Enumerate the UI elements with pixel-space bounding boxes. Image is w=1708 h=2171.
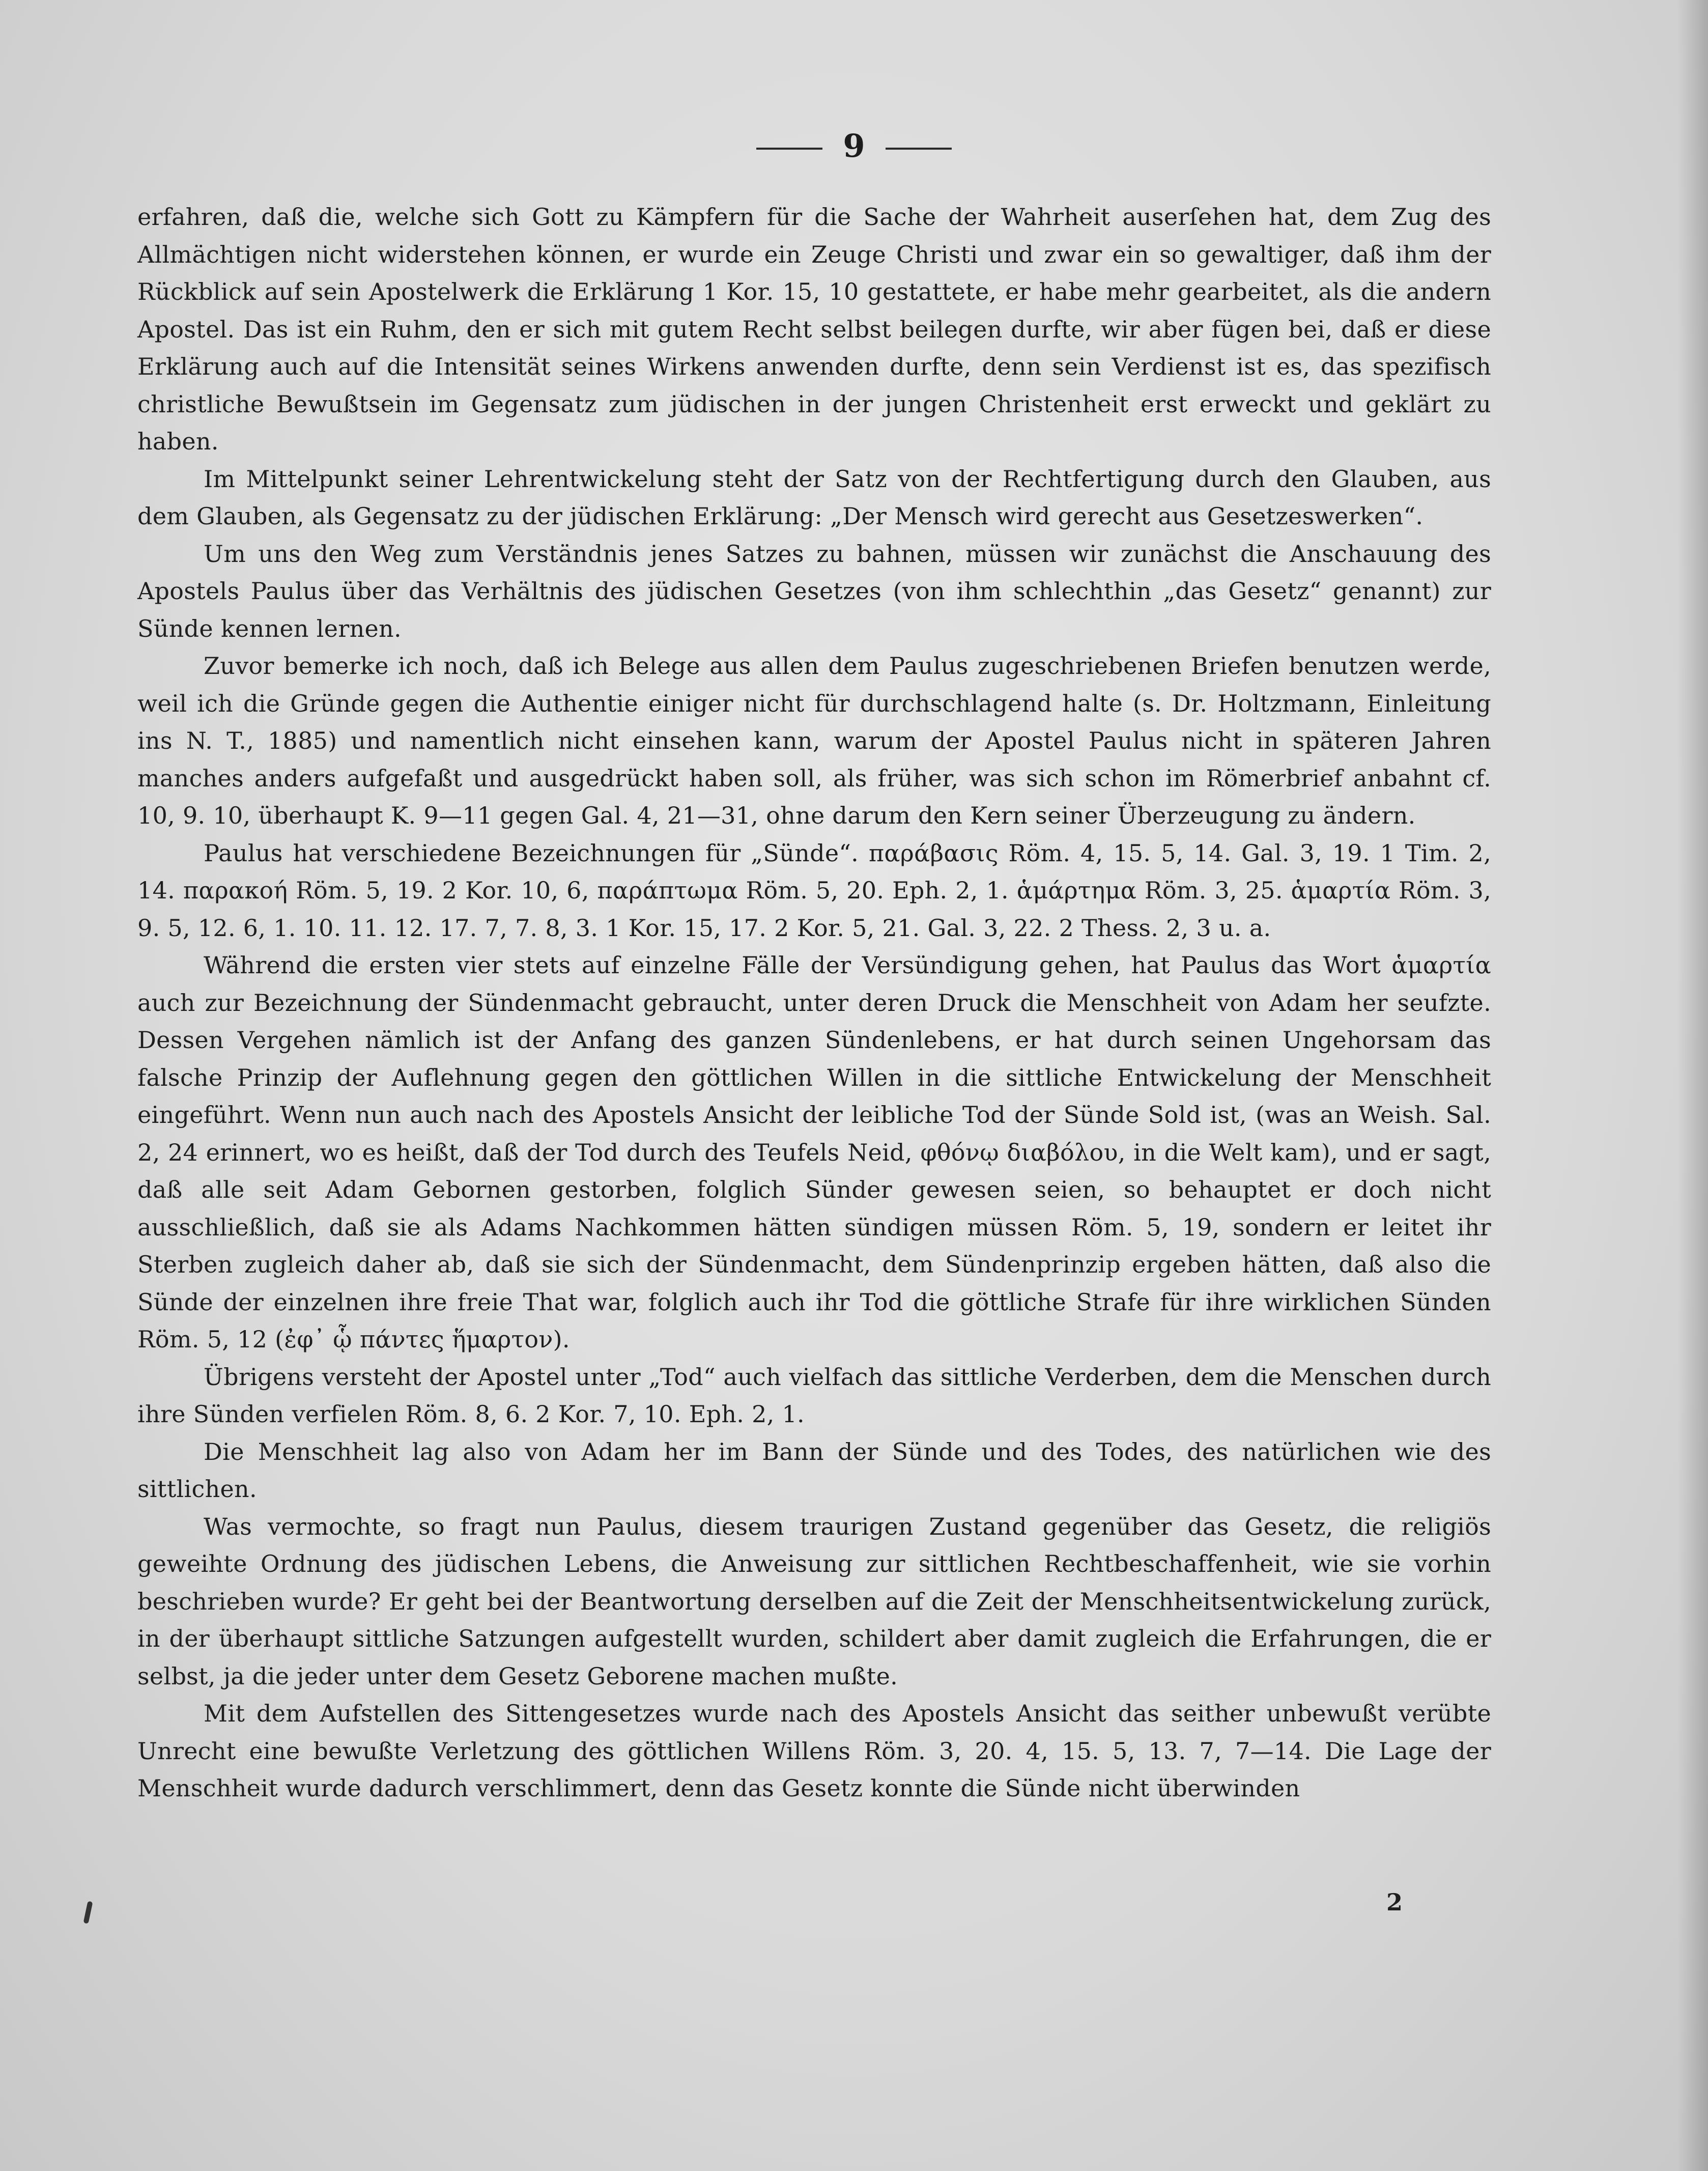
paragraph-6: Während die ersten vier stets auf einzelne Fälle der Versündigung gehen, hat Paulus das Wort ἁμαρτία auch zur Bezeichnung der Sündenmacht gebraucht, unter deren Druck die Menschheit von Adam her seufzte. Dessen Vergehen nämlich ist der Anfang des ganzen Sündenlebens, er hat durch seinen Ungehorsam das falsche Prinzip der Auflehnung gegen den göttlichen Willen in die sittliche Entwickelung der Menschheit eingeführt. Wenn nun auch nach des Apostels Ansicht der leibliche Tod der Sünde Sold ist, (was an Weish. Sal. 2, 24 erinnert, wo es heißt, daß der Tod durch des Teufels Neid, φθόνῳ διαβόλου, in die Welt kam), und er sagt, daß alle seit Adam Gebornen gestorben, folglich Sünder gewesen seien, so behauptet er doch nicht ausschließlich, daß sie als Adams Nachkommen hätten sündigen müssen Röm. 5, 19, sondern er leitet ihr Sterben zugleich daher ab, daß sie sich der Sündenmacht, dem Sündenprinzip ergeben hätten, daß also die Sünde der einzelnen ihre freie That war, folglich auch ihr Tod die göttliche Strafe für ihre wirklichen Sünden Röm. 5, 12 (ἐφ᾽ ᾧ πάντες ἥμαρτον). (137, 951, 1491, 1353)
header-rule-left (756, 148, 822, 150)
page-header (0, 127, 1708, 164)
body-text (137, 199, 1491, 1808)
paragraph-7: Übrigens versteht der Apostel unter „Tod“ auch vielfach das sittliche Verderben, dem die Menschen durch ihre Sünden verfielen Röm. 8, 6. 2 Kor. 7, 10. Eph. 2, 1. (137, 1363, 1491, 1428)
signature-mark: 2 (1386, 1888, 1403, 1916)
paragraph-9: Was vermochte, so fragt nun Paulus, diesem traurigen Zustand gegenüber das Gesetz, die religiös geweihte Ordnung des jüdischen Lebens, die Anweisung zur sittlichen Rechtbeschaffenheit, wie sie vorhin beschrieben wurde? Er geht bei der Beantwortung derselben auf die Zeit der Menschheitsentwickelung zurück, in der überhaupt sittliche Satzungen aufgestellt wurden, schildert aber damit zugleich die Erfahrungen, die er selbst, ja die jeder unter dem Gesetz Geborene machen mußte. (137, 1512, 1491, 1690)
page-edge-shadow (1677, 0, 1708, 2171)
paragraph-3: Um uns den Weg zum Verständnis jenes Satzes zu bahnen, müssen wir zunächst die Anschauung des Apostels Paulus über das Verhältnis des jüdischen Gesetzes (von ihm schlechthin „das Gesetz“ genannt) zur Sünde kennen lernen. (137, 540, 1491, 642)
paragraph-5: Paulus hat verschiedene Bezeichnungen für „Sünde“. παράβασις Röm. 4, 15. 5, 14. Gal. 3, 19. 1 Tim. 2, 14. παρακοή Röm. 5, 19. 2 Kor. 10, 6, παράπτωμα Röm. 5, 20. Eph. 2, 1. ἁμάρτημα Röm. 3, 25. ἁμαρτία Röm. 3, 9. 5, 12. 6, 1. 10. 11. 12. 17. 7, 7. 8, 3. 1 Kor. 15, 17. 2 Kor. 5, 21. Gal. 3, 22. 2 Thess. 2, 3 u. a. (137, 839, 1491, 942)
paragraph-10: Mit dem Aufstellen des Sittengesetzes wurde nach des Apostels Ansicht das seither unbewußt verübte Unrecht eine bewußte Verletzung des göttlichen Willens Röm. 3, 20. 4, 15. 5, 13. 7, 7—14. Die Lage der Menschheit wurde dadurch verschlimmert, denn das Gesetz konnte die Sünde nicht überwinden (137, 1700, 1491, 1802)
paragraph-2: Im Mittelpunkt seiner Lehrentwickelung steht der Satz von der Rechtfertigung durch den Glauben, aus dem Glauben, als Gegensatz zu der jüdischen Erklärung: „Der Mensch wird gerecht aus Gesetzeswerken“. (137, 465, 1491, 530)
header-rule-right (886, 148, 952, 150)
paragraph-4: Zuvor bemerke ich noch, daß ich Belege aus allen dem Paulus zugeschriebenen Briefen benutzen werde, weil ich die Gründe gegen die Authentie einiger nicht für durchschlagend halte (s. Dr. Holtzmann, Einleitung ins N. T., 1885) und namentlich nicht einsehen kann, warum der Apostel Paulus nicht in späteren Jahren manches anders aufgefaßt und ausgedrückt haben soll, als früher, was sich schon im Römerbrief anbahnt cf. 10, 9. 10, überhaupt K. 9—11 gegen Gal. 4, 21—31, ohne darum den Kern seiner Überzeugung zu ändern. (137, 652, 1491, 829)
ink-smudge (83, 1901, 93, 1924)
page-number: 9 (843, 127, 865, 164)
paragraph-1: erfahren, daß die, welche sich Gott zu Kämpfern für die Sache der Wahrheit auserſehen hat, dem Zug des Allmächtigen nicht widerstehen können, er wurde ein Zeuge Christi und zwar ein so gewaltiger, daß ihm der Rückblick auf sein Apostelwerk die Erklärung 1 Kor. 15, 10 gestattete, er habe mehr gearbeitet, als die andern Apostel. Das ist ein Ruhm, den er sich mit gutem Recht selbst beilegen durfte, wir aber fügen bei, daß er diese Erklärung auch auf die Intensität seines Wirkens anwenden durfte, denn sein Verdienst ist es, das spezifisch christliche Bewußtsein im Gegensatz zum jüdischen in der jungen Christenheit erst erweckt und geklärt zu haben. (137, 203, 1491, 455)
paragraph-8: Die Menschheit lag also von Adam her im Bann der Sünde und des Todes, des natürlichen wie des sittlichen. (137, 1437, 1491, 1503)
